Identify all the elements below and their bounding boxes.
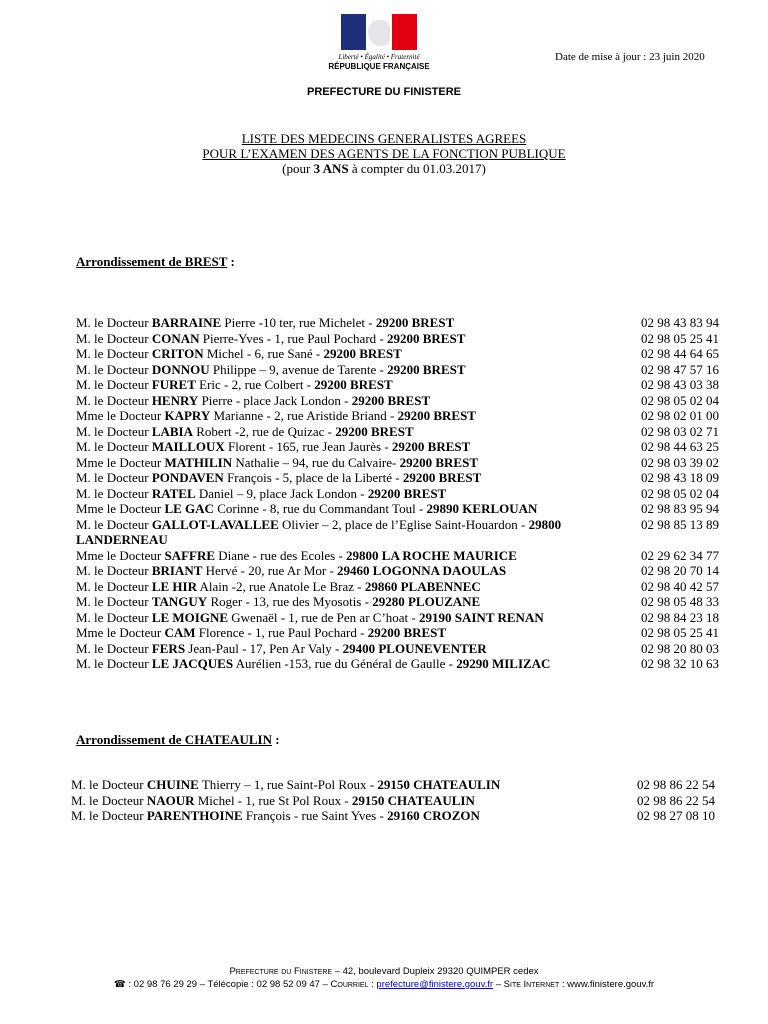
doctor-city: 29200 BREST [367, 625, 447, 640]
doctor-row [76, 594, 728, 610]
doctor-address: Nathalie – 94, rue du Calvaire- [232, 454, 400, 470]
doctor-title: M. le Docteur [71, 792, 147, 808]
document-title-line1: LISTE DES MEDECINS GENERALISTES AGREES [241, 131, 527, 146]
doctor-title: Mme le Docteur [76, 625, 165, 640]
doctor-city: 29150 CHATEAULIN [377, 777, 501, 792]
doctor-row [76, 517, 728, 548]
doctor-name: LE HIR [151, 578, 197, 594]
doctor-phone: 02 98 84 23 18 [641, 609, 719, 625]
doctor-city: 29190 SAINT RENAN [419, 609, 544, 625]
doctor-name: LE MOIGNE [151, 609, 229, 625]
phone-icon: ☎ [113, 979, 126, 990]
doctor-entry [71, 777, 616, 793]
doctor-name: LE GAC [164, 501, 214, 516]
doctor-address: Florence - 1, rue Paul Pochard - [195, 625, 368, 640]
doctor-entry [76, 548, 621, 564]
doctor-row [76, 625, 728, 641]
logo-motto: Liberté • Égalité • Fraternité [338, 53, 420, 61]
doctor-row [71, 777, 723, 793]
doctor-name: PONDAVEN [151, 470, 224, 485]
doctor-address: Daniel – 9, place Jack London - [195, 485, 368, 501]
doctor-name: NAOUR [146, 792, 195, 808]
doctor-title: M. le Docteur [76, 609, 152, 625]
doctor-city: 29200 BREST [402, 470, 482, 485]
republique-francaise-logo [327, 14, 431, 76]
doctor-address: Marianne - 2, rue Aristide Briand - [210, 408, 398, 423]
doctor-address: Philippe – 9, avenue de Tarente - [209, 361, 388, 377]
doctor-phone: 02 98 27 08 10 [637, 808, 715, 823]
doctor-name: LABIA [151, 423, 193, 439]
doctor-title: M. le Docteur [71, 808, 147, 823]
doctor-address: Pierre-Yves - 1, rue Paul Pochard - [199, 330, 387, 346]
doctor-row [76, 579, 728, 595]
doctor-phone: 02 98 05 02 04 [641, 392, 719, 408]
doctor-row [76, 641, 728, 657]
doctor-address: François - rue Saint Yves - [242, 808, 388, 823]
doctor-entry [76, 563, 621, 579]
doctor-city: 29160 CROZON [387, 808, 480, 823]
doctor-city: 29200 BREST [367, 485, 447, 501]
doctor-phone: 02 98 05 25 41 [641, 330, 719, 346]
doctor-address: Thierry – 1, rue Saint-Pol Roux - [198, 777, 378, 792]
doctor-entry [76, 455, 621, 471]
doctor-title: M. le Docteur [76, 485, 152, 501]
doctor-name: BARRAINE [151, 315, 222, 330]
doctor-address: Olivier – 2, place de l’Eglise Saint-Houardon - [278, 516, 529, 532]
doctor-address: François - 5, place de la Liberté - [223, 470, 403, 485]
doctor-entry [76, 362, 621, 378]
doctor-city: 29200 BREST [399, 454, 478, 470]
doctor-address: Roger - 13, rue des Myosotis - [207, 594, 373, 609]
doctor-phone: 02 98 43 83 94 [641, 315, 719, 330]
doctor-name: TANGUY [151, 594, 208, 609]
doctor-name: GALLOT-LAVALLEE [151, 516, 279, 532]
doctor-entry [76, 594, 621, 610]
doctor-title: M. le Docteur [76, 516, 152, 532]
doctor-row [76, 501, 728, 517]
doctor-entry [76, 656, 621, 672]
doctor-name: FERS [151, 640, 186, 656]
doctor-phone: 02 98 32 10 63 [641, 656, 719, 671]
doctor-row [76, 424, 728, 440]
doctor-entry [76, 641, 621, 657]
doctor-address: Florent - 165, rue Jean Jaurès - [224, 439, 392, 454]
doctor-phone: 02 98 05 02 04 [641, 485, 719, 501]
doctor-address: Jean-Paul - 17, Pen Ar Valy - [185, 640, 343, 656]
doctor-title: M. le Docteur [76, 361, 152, 377]
doctor-entry [76, 439, 621, 455]
doctor-city: 29200 BREST [397, 408, 476, 423]
doctor-city: 29200 BREST [375, 315, 455, 330]
doctor-entry [76, 501, 621, 517]
doctor-row [76, 408, 728, 424]
doctor-city: 29200 BREST [351, 392, 431, 408]
doctor-address: Alain -2, rue Anatole Le Braz - [196, 578, 365, 594]
marianne-flag-icon [341, 14, 417, 50]
doctor-title: Mme le Docteur [76, 501, 165, 516]
doctor-city: 29400 PLOUNEVENTER [342, 640, 487, 656]
doctor-name: DONNOU [151, 361, 210, 377]
doctor-name: CHUINE [146, 777, 199, 792]
section-heading-brest: Arrondissement de BREST : [76, 254, 235, 269]
doctor-title: M. le Docteur [76, 392, 152, 408]
doctor-row [76, 331, 728, 347]
doctor-city: 29200 BREST [323, 346, 402, 361]
doctor-name: MAILLOUX [151, 439, 225, 454]
doctor-phone: 02 98 43 03 38 [641, 377, 719, 392]
doctor-entry [71, 793, 616, 809]
doctor-title: Mme le Docteur [76, 408, 165, 423]
doctor-title: M. le Docteur [76, 439, 152, 454]
doctor-entry [76, 517, 621, 548]
doctor-phone: 02 98 44 64 65 [641, 346, 719, 361]
doctor-row [76, 377, 728, 393]
doctor-phone: 02 98 20 70 14 [641, 563, 719, 578]
doctor-address: Diane - rue des Ecoles - [215, 547, 347, 563]
doctor-entry [76, 625, 621, 641]
doctor-entry [76, 377, 621, 393]
doctor-row [76, 610, 728, 626]
doctor-title: M. le Docteur [76, 640, 152, 656]
doctor-city: 29280 PLOUZANE [372, 594, 481, 609]
doctor-city: 29860 PLABENNEC [364, 578, 481, 594]
doctor-entry [76, 486, 621, 502]
doctor-title: Mme le Docteur [76, 547, 165, 563]
doctor-city: 29800 LA ROCHE MAURICE [346, 547, 517, 563]
doctor-title: M. le Docteur [76, 423, 152, 439]
doctor-row [71, 793, 723, 809]
doctor-address: Pierre - place Jack London - [198, 392, 352, 408]
doctor-entry [76, 408, 621, 424]
footer-address: Prefecture du Finistere – 42, boulevard Dupleix 29320 QUIMPER cedex [229, 966, 539, 977]
doctor-name: MATHILIN [164, 454, 233, 470]
doctor-phone: 02 98 86 22 54 [637, 777, 715, 792]
update-date: Date de mise à jour : 23 juin 2020 [555, 51, 705, 63]
doctor-address: Gwenaël - 1, rue de Pen ar C’hoat - [228, 609, 419, 625]
doctor-row [76, 439, 728, 455]
doctor-entry [76, 346, 621, 362]
doctor-title: M. le Docteur [76, 377, 152, 392]
doctor-city: 29800 LANDERNEAU [76, 516, 562, 547]
doctor-entry [76, 393, 621, 409]
doctor-title: M. le Docteur [76, 470, 152, 485]
doctor-address: Robert -2, rue de Quizac - [193, 423, 336, 439]
doctor-phone: 02 98 83 95 94 [641, 501, 719, 516]
doctor-address: Michel - 1, rue St Pol Roux - [194, 792, 352, 808]
doctor-phone: 02 98 20 80 03 [641, 640, 719, 656]
doctor-address: Michel - 6, rue Sané - [203, 346, 324, 361]
email-link[interactable]: prefecture@finistere.gouv.fr [376, 979, 494, 990]
doctor-row [76, 656, 728, 672]
doctor-title: M. le Docteur [76, 656, 152, 671]
doctor-city: 29200 BREST [314, 377, 393, 392]
doctor-phone: 02 29 62 34 77 [641, 547, 719, 563]
doctor-address: Corinne - 8, rue du Commandant Toul - [213, 501, 427, 516]
doctor-row [76, 455, 728, 471]
doctor-city: 29150 CHATEAULIN [351, 792, 475, 808]
doctor-phone: 02 98 03 39 02 [641, 454, 719, 470]
doctor-entry [76, 610, 621, 626]
doctor-entry [76, 315, 621, 331]
doctor-city: 29890 KERLOUAN [426, 501, 538, 516]
doctor-name: CRITON [151, 346, 204, 361]
doctor-phone: 02 98 40 42 57 [641, 578, 719, 594]
doctor-city: 29200 BREST [391, 439, 471, 454]
section-heading-chateaulin: Arrondissement de CHATEAULIN : [76, 732, 280, 747]
doctor-name: HENRY [151, 392, 199, 408]
doctor-title: M. le Docteur [76, 563, 152, 578]
doctor-city: 29290 MILIZAC [456, 656, 551, 671]
doctor-row [76, 486, 728, 502]
doctor-phone: 02 98 43 18 09 [641, 470, 719, 485]
doctor-phone: 02 98 05 48 33 [641, 594, 719, 609]
doctor-phone: 02 98 44 63 25 [641, 439, 719, 454]
document-title-line2: POUR L’EXAMEN DES AGENTS DE LA FONCTION PUBLIQUE [202, 146, 566, 161]
doctor-title: M. le Docteur [76, 594, 152, 609]
doctor-title: M. le Docteur [71, 777, 147, 792]
doctor-entry [76, 424, 621, 440]
doctor-phone: 02 98 47 57 16 [641, 361, 719, 377]
footer-contact: ☎ : 02 98 76 29 29 – Télécopie : 02 98 52 09 47 – Courriel : prefecture@finistere.gouv.fr – Site Internet : www.finistere.gouv.fr [113, 979, 655, 990]
doctor-address: Eric - 2, rue Colbert - [195, 377, 315, 392]
doctor-phone: 02 98 05 25 41 [641, 625, 719, 640]
doctor-phone: 02 98 02 01 00 [641, 408, 719, 423]
doctor-entry [76, 579, 621, 595]
logo-republic: RÉPUBLIQUE FRANÇAISE [328, 62, 430, 71]
doctor-name: SAFFRE [164, 547, 216, 563]
doctor-name: CAM [164, 625, 196, 640]
doctor-row [76, 346, 728, 362]
doctor-row [76, 563, 728, 579]
doctor-address: Aurélien -153, rue du Général de Gaulle - [233, 656, 457, 671]
doctor-title: M. le Docteur [76, 346, 152, 361]
doctor-row [76, 470, 728, 486]
doctor-row [76, 315, 728, 331]
doctor-entry [76, 470, 621, 486]
doctor-entry [76, 331, 621, 347]
doctor-phone: 02 98 86 22 54 [637, 792, 715, 808]
doctor-title: Mme le Docteur [76, 454, 165, 470]
doctor-row [76, 362, 728, 378]
doctor-row [76, 393, 728, 409]
doctor-name: FURET [151, 377, 196, 392]
doctor-phone: 02 98 03 02 71 [641, 423, 719, 439]
document-title-line3: (pour 3 ANS à compter du 01.03.2017) [282, 161, 486, 176]
doctor-phone: 02 98 85 13 89 [641, 516, 719, 532]
doctor-row [71, 808, 723, 824]
doctor-title: M. le Docteur [76, 578, 152, 594]
doctor-city: 29200 BREST [335, 423, 414, 439]
doctor-name: RATEL [151, 485, 196, 501]
doctor-title: M. le Docteur [76, 330, 152, 346]
doctor-city: 29460 LOGONNA DAOULAS [337, 563, 507, 578]
doctor-title: M. le Docteur [76, 315, 152, 330]
doctor-entry [71, 808, 616, 824]
doctor-name: LE JACQUES [151, 656, 234, 671]
doctor-city: 29200 BREST [387, 361, 466, 377]
prefecture-name: PREFECTURE DU FINISTERE [306, 86, 461, 98]
doctor-address: Hervé - 20, rue Ar Mor - [202, 563, 338, 578]
doctor-address: Pierre -10 ter, rue Michelet - [221, 315, 376, 330]
doctor-name: PARENTHOINE [146, 808, 243, 823]
doctor-city: 29200 BREST [387, 330, 466, 346]
doctor-name: CONAN [151, 330, 200, 346]
doctor-name: BRIANT [151, 563, 203, 578]
doctor-row [76, 548, 728, 564]
doctor-name: KAPRY [164, 408, 211, 423]
